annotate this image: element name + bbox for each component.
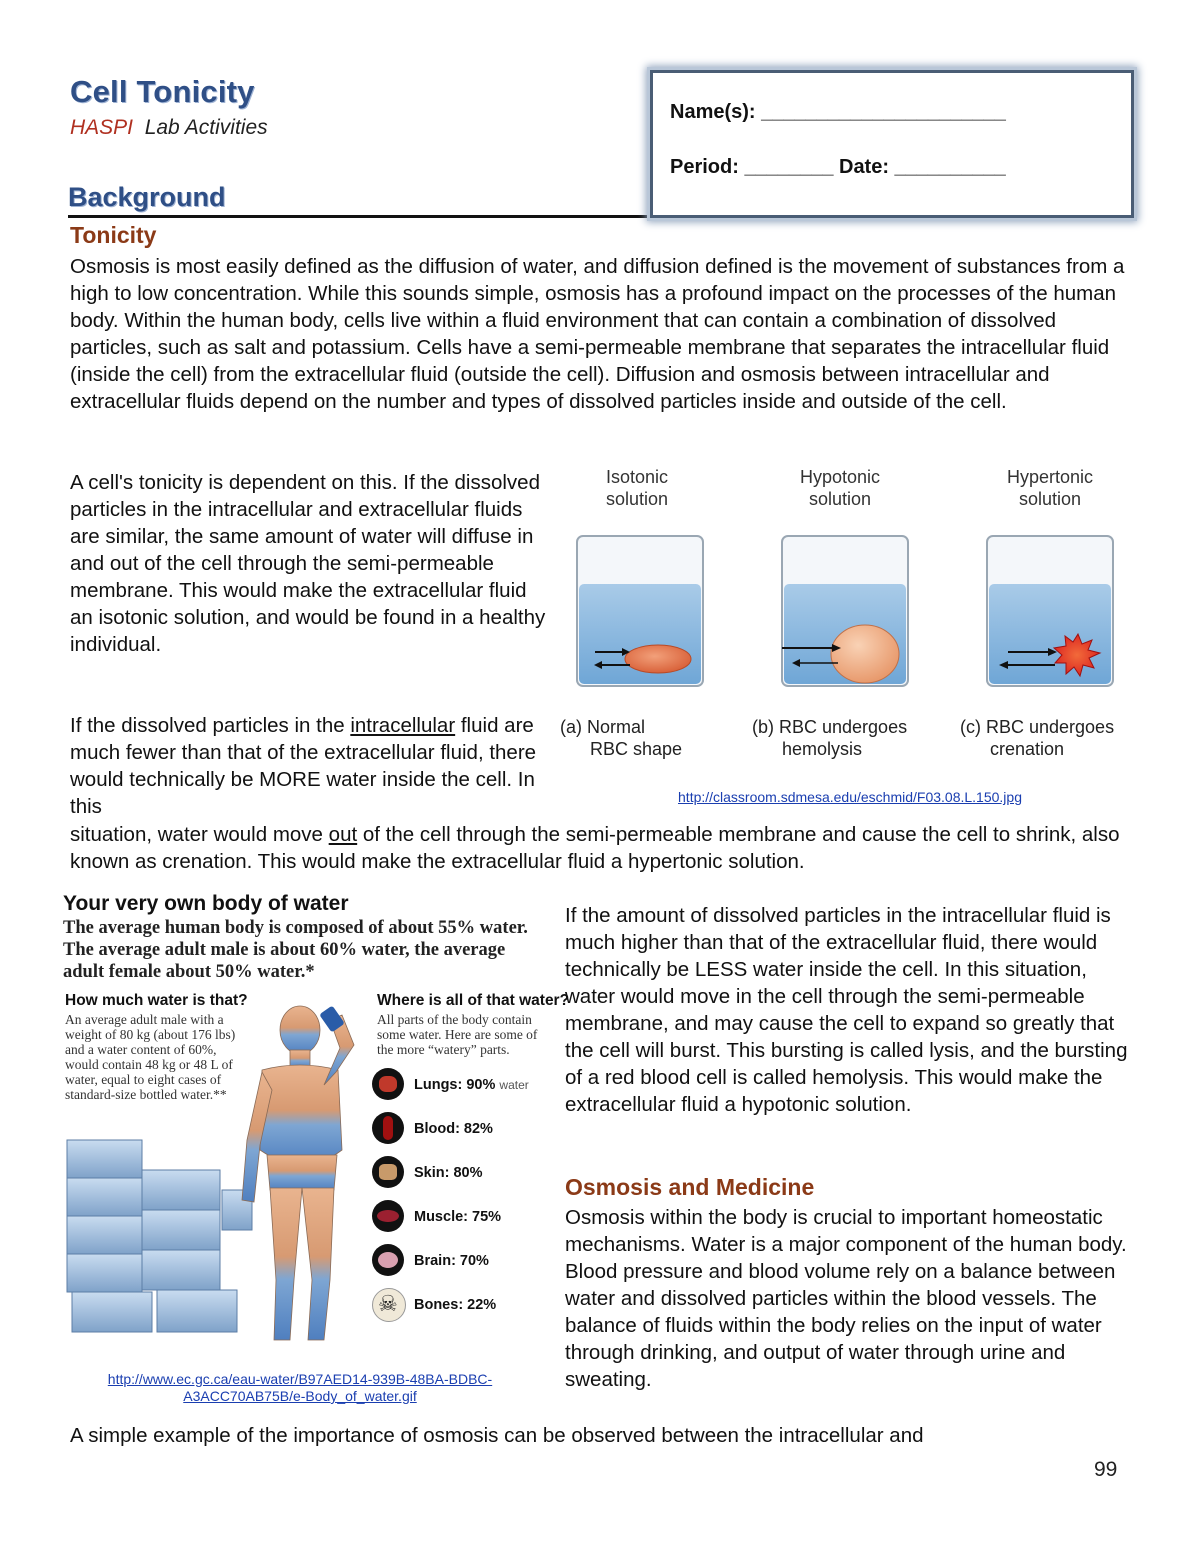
body-water-illustration [62, 990, 372, 1355]
where-heading: Where is all of that water? [377, 992, 570, 1009]
osmosis-medicine-paragraph: Osmosis within the body is crucial to important homeostatic mechanisms. Water is a major component of the human body. Blood pressure and blood volume rely on a balance between water and dissolved particles within the blood vessels. The balance of fluids within the body relies on the input of water through drinking, and output of water through urine and sweating. [565, 1206, 1127, 1391]
p3-text-c: situation, water would move [70, 823, 323, 846]
caption-b [752, 716, 952, 760]
lab-activities-label: Lab Activities [144, 116, 268, 139]
page-number: 99 [1094, 1458, 1118, 1481]
hypertonic-label-line2: solution [1018, 489, 1082, 509]
hypertonic-beaker [987, 536, 1113, 686]
organ-label-lungs-extra: water [499, 1078, 529, 1092]
caption-a-line2: RBC shape [590, 739, 683, 759]
caption-a-line1: (a) Normal [560, 717, 646, 737]
beakers-svg [560, 524, 1150, 694]
hypertonic-label [970, 466, 1130, 510]
hypertonic-label-line1: Hypertonic [1006, 467, 1094, 487]
skull-glyph: ☠ [378, 1291, 398, 1316]
p3-text-a: If the dissolved particles in the [70, 714, 345, 737]
osmosis-medicine-heading: Osmosis and Medicine [565, 1174, 815, 1200]
body-figure-title: Your very own body of water [63, 892, 349, 915]
tonicity-paragraph-1: Osmosis is most easily defined as the diffusion of water, and diffusion defined is the movement of substances from a high to low concentration. While this sounds simple, osmosis has a profound impact on the processes of the human body. Within the human body, cells live within a fluid environment that can contain a combination of dissolved particles, such as salt and potassium. Cells have a semi-permeable membrane that separates the intracellular fluid (inside the cell) from the extracellular fluid (outside the cell). Diffusion and osmosis between intracellular and extracellular fluids depend on the number and types of dissolved particles inside and outside of the cell. [70, 255, 1125, 413]
hypotonic-paragraph: If the amount of dissolved particles in the intracellular fluid is much higher than that of the extracellular fluid, there would technically be LESS water inside the cell. In this situation, water would move in the cell through the semi-permeable membrane, and may cause the cell to expand so greatly that the cell will burst. This bursting is called lysis, and the bursting of a red blood cell is called hemolysis. This would make the extracellular fluid a hypotonic solution. [565, 904, 1128, 1116]
background-heading: Background [68, 182, 226, 212]
hypotonic-label-line2: solution [808, 489, 872, 509]
body-figure-url[interactable] [70, 1371, 530, 1405]
isotonic-beaker [577, 536, 703, 686]
caption-b-line2: hemolysis [782, 739, 863, 759]
period-date-field[interactable]: Period: ________ Date: __________ [670, 156, 1006, 178]
skin-icon-inner [379, 1164, 397, 1180]
tonicity-paragraph-2: A cell's tonicity is dependent on this. If the dissolved particles in the intracellular and extracellular fluids are similar, the same amount of water will diffuse in and out of the cell through the semi-permeable membrane. This would make the extracellular fluid an isotonic solution, and would be found in a healthy individual. [70, 471, 546, 656]
hypotonic-beaker [782, 536, 908, 686]
brain-icon-inner [378, 1252, 398, 1268]
body-figure-url-line1[interactable]: http://www.ec.gc.ca/eau-water/B97AED14-939B-48BA-BDBC- [107, 1371, 493, 1387]
page-title: Cell Tonicity [70, 74, 255, 109]
organ-water-list [372, 1068, 552, 1338]
organ-label-skin: Skin: 80% [414, 1165, 483, 1181]
organ-label-blood: Blood: 82% [414, 1121, 493, 1137]
p3-text-d: of the cell through the semi-permeable membrane and cause the cell to shrink, also known as crenation. This would make the extracellular fluid a hypertonic solution. [70, 823, 1120, 873]
name-field[interactable]: Name(s): ______________________ [670, 101, 1006, 123]
closing-paragraph: A simple example of the importance of osmosis can be observed between the intracellular and [70, 1424, 924, 1447]
isotonic-label-line2: solution [605, 489, 669, 509]
subtitle [70, 116, 268, 140]
isotonic-label-line1: Isotonic [605, 467, 669, 487]
organ-label-brain: Brain: 70% [414, 1253, 489, 1269]
human-figure [242, 1006, 354, 1340]
caption-c-line2: crenation [990, 739, 1065, 759]
how-much-text: An average adult male with a weight of 80 kg (about 176 lbs) and a water content of 60%, would contain 48 kg or 48 L of water, equal to eight cases of standard-size bottled water.** [65, 1012, 236, 1102]
tonicity-paragraph-3-continued [70, 821, 1150, 875]
haspi-label: HASPI [70, 116, 134, 139]
caption-c [960, 716, 1150, 760]
rbc-figure-url[interactable]: http://classroom.sdmesa.edu/eschmid/F03.08.L.150.jpg [678, 789, 1022, 805]
hypotonic-label-line1: Hypotonic [799, 467, 881, 487]
tonicity-heading: Tonicity [70, 222, 157, 248]
intracellular-underlined: intracellular [350, 714, 456, 737]
rbc-tonicity-figure [560, 462, 1150, 762]
organ-label-lungs [414, 1077, 529, 1093]
body-figure-url-line2[interactable]: A3ACC70AB75B/e-Body_of_water.gif [183, 1388, 417, 1404]
organ-label-bones: Bones: 22% [414, 1297, 497, 1313]
caption-a [560, 716, 750, 760]
caption-b-line1: (b) RBC undergoes [752, 717, 908, 737]
out-underlined: out [328, 823, 358, 846]
organ-label-lungs-value: Lungs: 90% [414, 1077, 496, 1093]
isotonic-label [562, 466, 712, 510]
p3-text-b: fluid are much fewer than that of the extracellular fluid, there would technically be MORE water inside the cell. In this [70, 714, 537, 818]
how-much-heading: How much water is that? [65, 992, 248, 1009]
tonicity-paragraph-3 [70, 712, 540, 820]
blood-icon-inner [383, 1116, 393, 1140]
organ-label-muscle: Muscle: 75% [414, 1209, 502, 1225]
name-period-box [650, 70, 1134, 218]
hypotonic-label [765, 466, 915, 510]
muscle-icon-inner [377, 1210, 399, 1222]
body-figure-intro: The average human body is composed of about 55% water. The average adult male is about 60% water, the average adult female about 50% water.* [63, 918, 528, 982]
where-text: All parts of the body contain some water. Here are some of the more “watery” parts. [377, 1012, 538, 1057]
caption-c-line1: (c) RBC undergoes [960, 717, 1115, 737]
water-cases [67, 1140, 252, 1332]
lungs-icon-inner [379, 1076, 397, 1092]
